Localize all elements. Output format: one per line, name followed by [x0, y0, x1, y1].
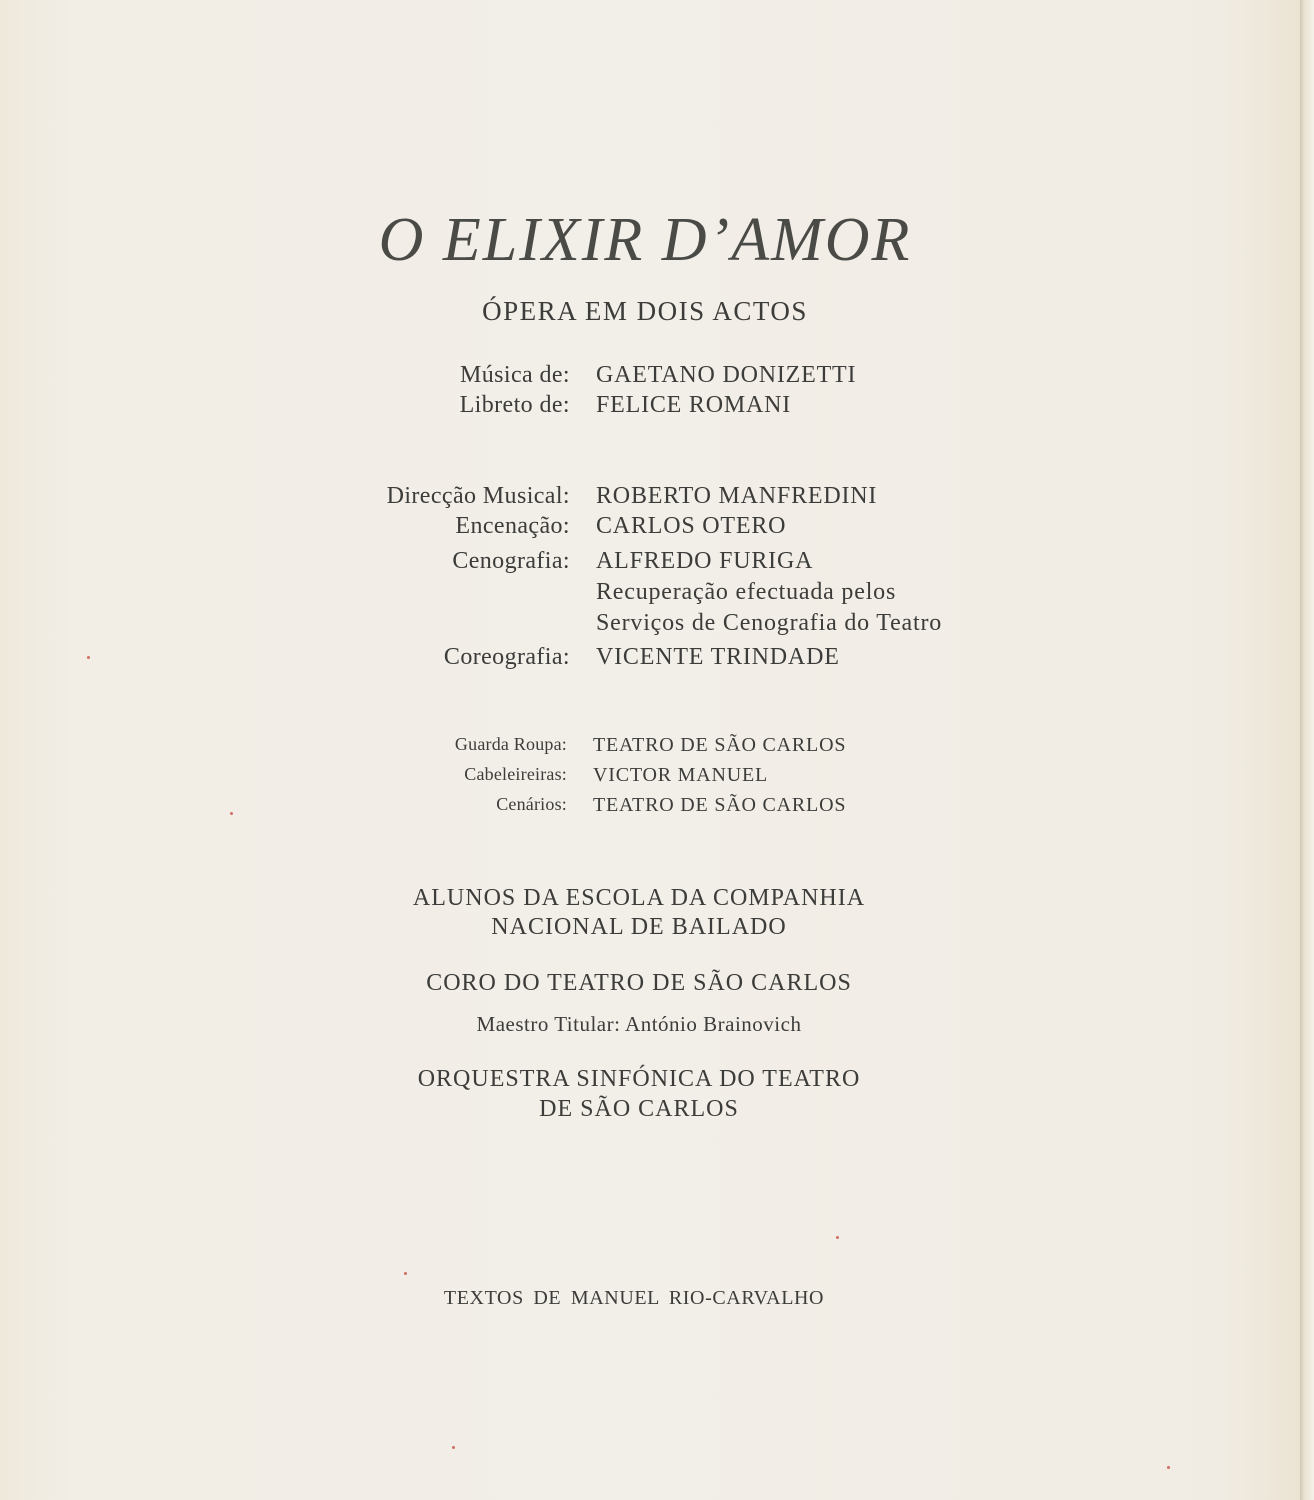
credit-value: TEATRO DE SÃO CARLOS [593, 734, 847, 756]
opera-subtitle: ÓPERA EM DOIS ACTOS [482, 296, 808, 326]
orchestra-line-1: ORQUESTRA SINFÓNICA DO TEATRO [417, 1066, 861, 1092]
credit-value: TEATRO DE SÃO CARLOS [593, 794, 847, 816]
credit-row-scenography-note-2 [0, 610, 1300, 640]
credit-value: FELICE ROMANI [596, 392, 792, 418]
scan-speck [1167, 1466, 1170, 1469]
credit-value: VICENTE TRINDADE [596, 644, 840, 670]
texts-credit: TEXTOS DE MANUEL RIO-CARVALHO [443, 1287, 825, 1309]
scan-speck [404, 1272, 407, 1275]
credit-row-musical-direction [0, 483, 1300, 513]
credit-row-sets [0, 794, 1300, 824]
ballet-line-1: ALUNOS DA ESCOLA DA COMPANHIA [412, 885, 866, 911]
credit-value: GAETANO DONIZETTI [596, 362, 857, 388]
scan-speck [836, 1236, 839, 1239]
orchestra-line-2: DE SÃO CARLOS [539, 1096, 739, 1122]
scan-speck [452, 1446, 455, 1449]
credit-row-wardrobe [0, 734, 1300, 764]
credit-value: VICTOR MANUEL [593, 764, 769, 786]
credit-row-music [0, 362, 1300, 392]
credit-row-scenography-note-1 [0, 579, 1300, 609]
credit-note: Serviços de Cenografia do Teatro [596, 610, 943, 636]
credit-value: CARLOS OTERO [596, 513, 787, 539]
credit-row-scenography [0, 548, 1300, 578]
opera-title: O ELIXIR D’AMOR [378, 206, 912, 274]
page-edge [1300, 0, 1314, 1500]
credit-value: ROBERTO MANFREDINI [596, 483, 878, 509]
credit-label: Direcção Musical: [386, 483, 570, 509]
scan-speck [87, 656, 90, 659]
scan-speck [230, 812, 233, 815]
credit-row-staging [0, 513, 1300, 543]
credit-note: Recuperação efectuada pelos [596, 579, 897, 605]
credit-row-hairdressers [0, 764, 1300, 794]
credit-row-choreography [0, 644, 1300, 674]
credit-label: Encenação: [455, 513, 570, 539]
credit-label: Música de: [460, 362, 570, 388]
choir-master: Maestro Titular: António Brainovich [476, 1012, 802, 1036]
choir: CORO DO TEATRO DE SÃO CARLOS [426, 970, 852, 996]
credit-label: Coreografia: [443, 644, 570, 670]
credit-label: Libreto de: [459, 392, 570, 418]
credit-label: Cenografia: [452, 548, 570, 574]
credit-value: ALFREDO FURIGA [596, 548, 814, 574]
credit-row-libretto [0, 392, 1300, 422]
credit-label: Cabeleireiras: [464, 764, 567, 784]
credit-label: Guarda Roupa: [454, 734, 567, 754]
credit-label: Cenários: [496, 794, 567, 814]
ballet-line-2: NACIONAL DE BAILADO [491, 914, 787, 940]
